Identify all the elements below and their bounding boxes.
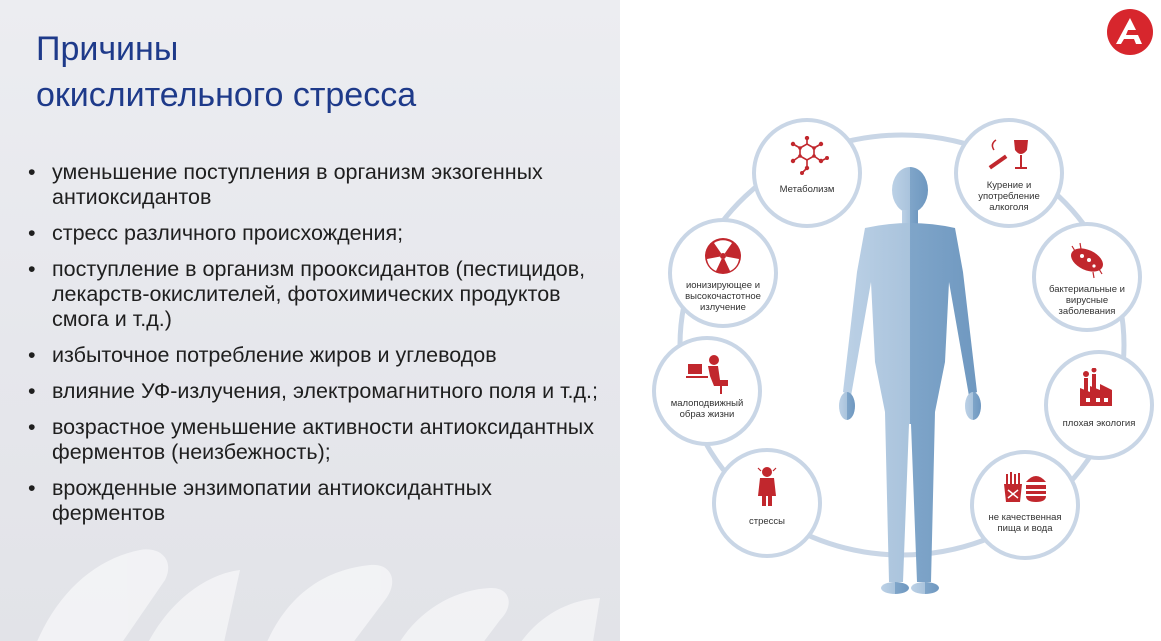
cause-label: Метаболизм	[779, 184, 835, 195]
bullet-list	[28, 160, 608, 537]
bullet-item: • возрастное уменьшение активности антиоксидантных ферментов (неизбежность);	[28, 415, 608, 465]
cause-label: Курение и употребление алкоголя	[978, 180, 1040, 213]
cause-label: ионизирующее и высокочастотное излучение	[685, 280, 761, 313]
slide-title	[36, 26, 596, 118]
cause-label: не качественная пища и вода	[988, 512, 1062, 534]
cause-node-ecology	[1044, 350, 1154, 460]
radiation-icon	[700, 236, 746, 276]
title-line-2: окислительного стресса	[36, 76, 417, 114]
bullet-item: • врожденные энзимопатии антиоксидантных ферментов	[28, 476, 608, 526]
human-figure	[825, 162, 995, 602]
molecule-icon	[784, 136, 830, 176]
bullet-item: • поступление в организм прооксидантов (пестицидов, лекарств-окислителей, фотохимических продуктов смога и т.д.)	[28, 257, 608, 332]
cause-node-stress	[712, 448, 822, 558]
stressed-person-icon	[744, 466, 790, 506]
person-at-desk-icon	[684, 354, 730, 394]
cause-node-radiation	[668, 218, 778, 328]
bullet-item: • уменьшение поступления в организм экзогенных антиоксидантов	[28, 160, 608, 210]
brand-logo-icon	[1106, 8, 1154, 56]
cause-node-smoking	[954, 118, 1064, 228]
title-line-1: Причины	[36, 30, 179, 68]
causes-diagram	[640, 100, 1160, 570]
bullet-item: • избыточное потребление жиров и углеводов	[28, 343, 608, 368]
fast-food-icon	[1002, 468, 1048, 508]
cause-label: стрессы	[749, 516, 785, 527]
cigarette-wine-icon	[986, 136, 1032, 176]
factory-icon	[1076, 368, 1122, 408]
cause-node-bacteria	[1032, 222, 1142, 332]
cause-label: бактериальные и вирусные заболевания	[1049, 284, 1125, 317]
watermark-logo	[0, 520, 620, 641]
bullet-item: • влияние УФ-излучения, электромагнитного поля и т.д.;	[28, 379, 608, 404]
cause-node-sedentary	[652, 336, 762, 446]
cause-label: малоподвижный образ жизни	[670, 398, 744, 420]
cause-node-metabolism	[752, 118, 862, 228]
cause-node-food	[970, 450, 1080, 560]
bullet-item: • стресс различного происхождения;	[28, 221, 608, 246]
bacteria-icon	[1064, 240, 1110, 280]
cause-label: плохая экология	[1062, 418, 1136, 429]
